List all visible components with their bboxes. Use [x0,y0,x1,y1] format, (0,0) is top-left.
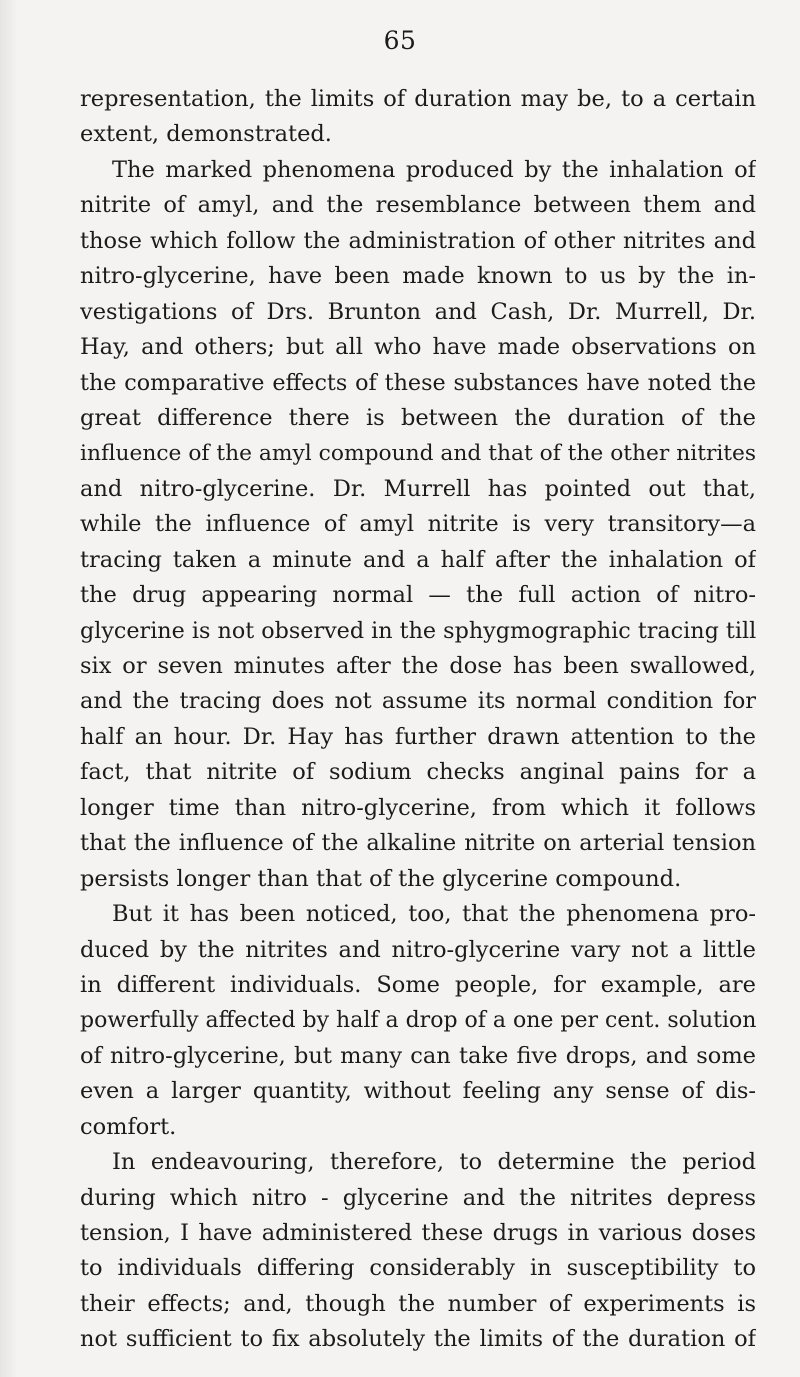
text-line: representation, the limits of duration may be, to a certain [80,86,756,112]
text-line: even a larger quantity, without feeling any sense of dis- [80,1078,756,1105]
text-line: But it has been noticed, too, that the phenomena pro- [112,901,756,928]
text-line: extent, demonstrated. [80,121,332,148]
text-line: The marked phenomena produced by the inhalation of [112,156,756,183]
text-line: in different individuals. Some people, for example, are [80,971,756,998]
text-line: glycerine is not observed in the sphygmographic tracing till [80,617,756,644]
text-line: nitrite of amyl, and the resemblance between them and [80,192,756,219]
text-line: nitro-glycerine, have been made known to us by the in- [80,263,756,290]
text-line: half an hour. Dr. Hay has further drawn attention to the [80,723,756,750]
text-line: six or seven minutes after the dose has been swallowed, [80,653,756,679]
text-line: their effects; and, though the number of experiments is [80,1290,756,1317]
text-line: tension, I have administered these drugs in various doses [80,1220,756,1246]
text-line: Hay, and others; but all who have made observations on [80,334,756,361]
text-line: and the tracing does not assume its normal condition for [80,688,756,715]
text-line: influence of the amyl compound and that of the other nitrites [80,441,756,467]
text-line: those which follow the administration of other nitrites and [80,227,756,254]
text-line: persists longer than that of the glycerine compound. [80,865,682,892]
text-line: comfort. [80,1113,177,1140]
text-line: not sufficient to fix absolutely the limits of the duration of [80,1326,756,1353]
text-line: the comparative effects of these substances have noted the [80,369,756,396]
text-line: duced by the nitrites and nitro-glycerine vary not a little [80,936,756,963]
text-line: vestigations of Drs. Brunton and Cash, Dr. Murrell, Dr. [80,298,756,325]
text-line: powerfully affected by half a drop of a one per cent. solution [80,1008,756,1034]
page-number: 65 [383,26,417,55]
text-line: fact, that nitrite of sodium checks anginal pains for a [80,759,756,786]
text-line: and nitro-glycerine. Dr. Murrell has pointed out that, [80,475,756,502]
text-line: that the influence of the alkaline nitrite on arterial tension [80,830,756,857]
text-line: In endeavouring, therefore, to determine the period [112,1149,756,1176]
text-line: longer time than nitro-glycerine, from which it follows [80,794,756,821]
text-line: great difference there is between the duration of the [80,404,756,431]
text-line: tracing taken a minute and a half after the inhalation of [80,546,756,573]
text-line: during which nitro - glycerine and the nitrites depress [80,1184,756,1211]
text-line: to individuals differing considerably in susceptibility to [80,1255,756,1282]
text-line: the drug appearing normal — the full action of nitro- [80,582,756,609]
body-text [80,82,756,1358]
page-gutter-shadow [0,0,18,1377]
text-line: while the influence of amyl nitrite is very transitory—a [80,511,756,538]
text-line: of nitro-glycerine, but many can take five drops, and some [80,1042,756,1069]
